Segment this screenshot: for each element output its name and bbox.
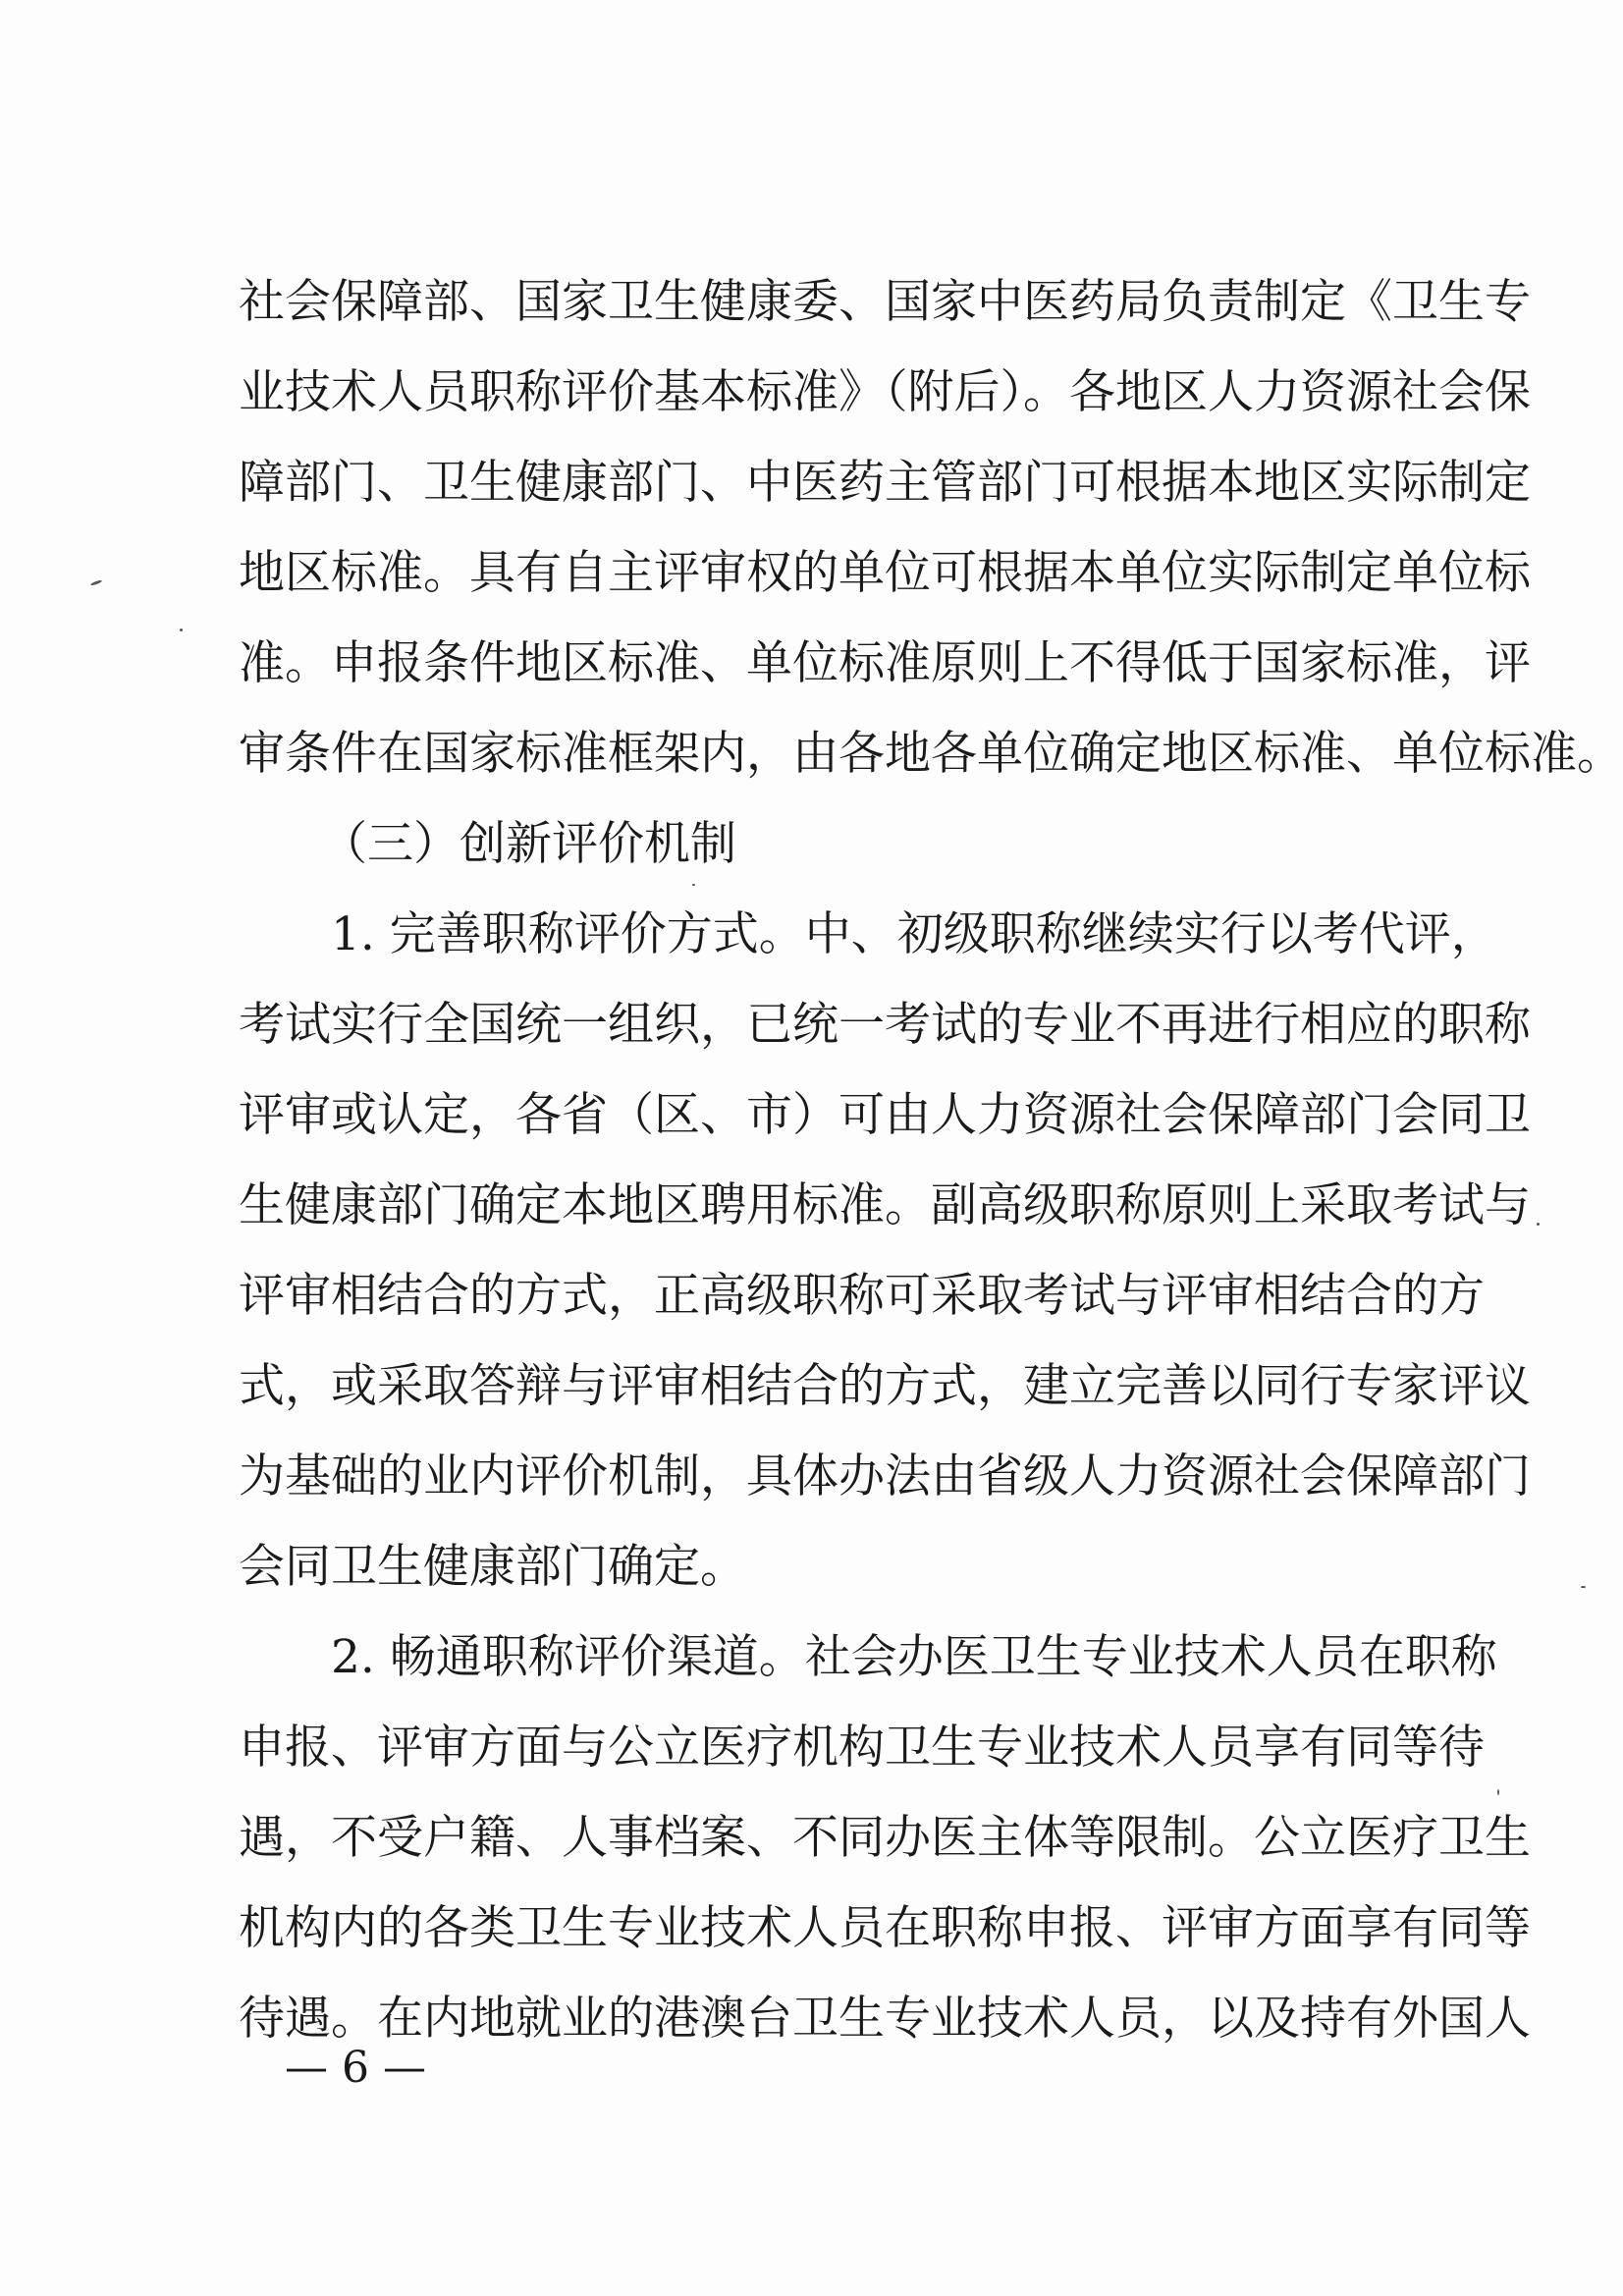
text-line: 审条件在国家标准框架内，由各地各单位确定地区标准、单位标准。 <box>239 727 1623 781</box>
text-line: 式，或采取答辩与评审相结合的方式，建立完善以同行专家评议 <box>239 1359 1531 1413</box>
document-body <box>239 257 1623 2064</box>
text-line: 地区标准。具有自主评审权的单位可根据本单位实际制定单位标 <box>239 546 1531 600</box>
text-line: 待遇。在内地就业的港澳台卫生专业技术人员，以及持有外国人 <box>239 1992 1531 2046</box>
scan-speck <box>180 629 183 631</box>
text-line: 评审或认定，各省（区、市）可由人力资源社会保障部门会同卫 <box>239 1088 1531 1142</box>
text-line: 机构内的各类卫生专业技术人员在职称申报、评审方面享有同等 <box>239 1901 1531 1955</box>
text-line: 社会保障部、国家卫生健康委、国家中医药局负责制定《卫生专 <box>239 275 1531 329</box>
text-line: 评审相结合的方式，正高级职称可采取考试与评审相结合的方 <box>239 1269 1485 1323</box>
scan-speck <box>692 884 695 886</box>
paragraph-first-line: 1. 完善职称评价方式。中、初级职称继续实行以考代评， <box>331 907 1497 961</box>
text-line: 业技术人员职称评价基本标准》（附后）。各地区人力资源社会保 <box>239 365 1531 419</box>
text-line: 障部门、卫生健康部门、中医药主管部门可根据本地区实际制定 <box>239 456 1531 510</box>
paragraph-first-line: 2. 畅通职称评价渠道。社会办医卫生专业技术人员在职称 <box>331 1630 1497 1684</box>
text-line: 考试实行全国统一组织，已统一考试的专业不再进行相应的职称 <box>239 998 1531 1052</box>
scan-speck <box>1581 1586 1586 1588</box>
text-line: 遇，不受户籍、人事档案、不同办医主体等限制。公立医疗卫生 <box>239 1811 1531 1865</box>
scan-speck <box>90 579 102 586</box>
text-line: 为基础的业内评价机制，具体办法由省级人力资源社会保障部门 <box>239 1449 1531 1503</box>
text-line: 生健康部门确定本地区聘用标准。副高级职称原则上采取考试与 <box>239 1178 1531 1232</box>
paragraph-last-line: 会同卫生健康部门确定。 <box>239 1540 746 1594</box>
scan-speck <box>1497 1789 1499 1795</box>
text-line: 申报、评审方面与公立医疗机构卫生专业技术人员享有同等待 <box>239 1721 1485 1775</box>
page-number: — 6 — <box>285 2043 426 2093</box>
scan-speck <box>1537 1223 1540 1226</box>
text-line: 准。申报条件地区标准、单位标准原则上不得低于国家标准，评 <box>239 636 1531 690</box>
section-heading: （三）创新评价机制 <box>321 817 736 871</box>
